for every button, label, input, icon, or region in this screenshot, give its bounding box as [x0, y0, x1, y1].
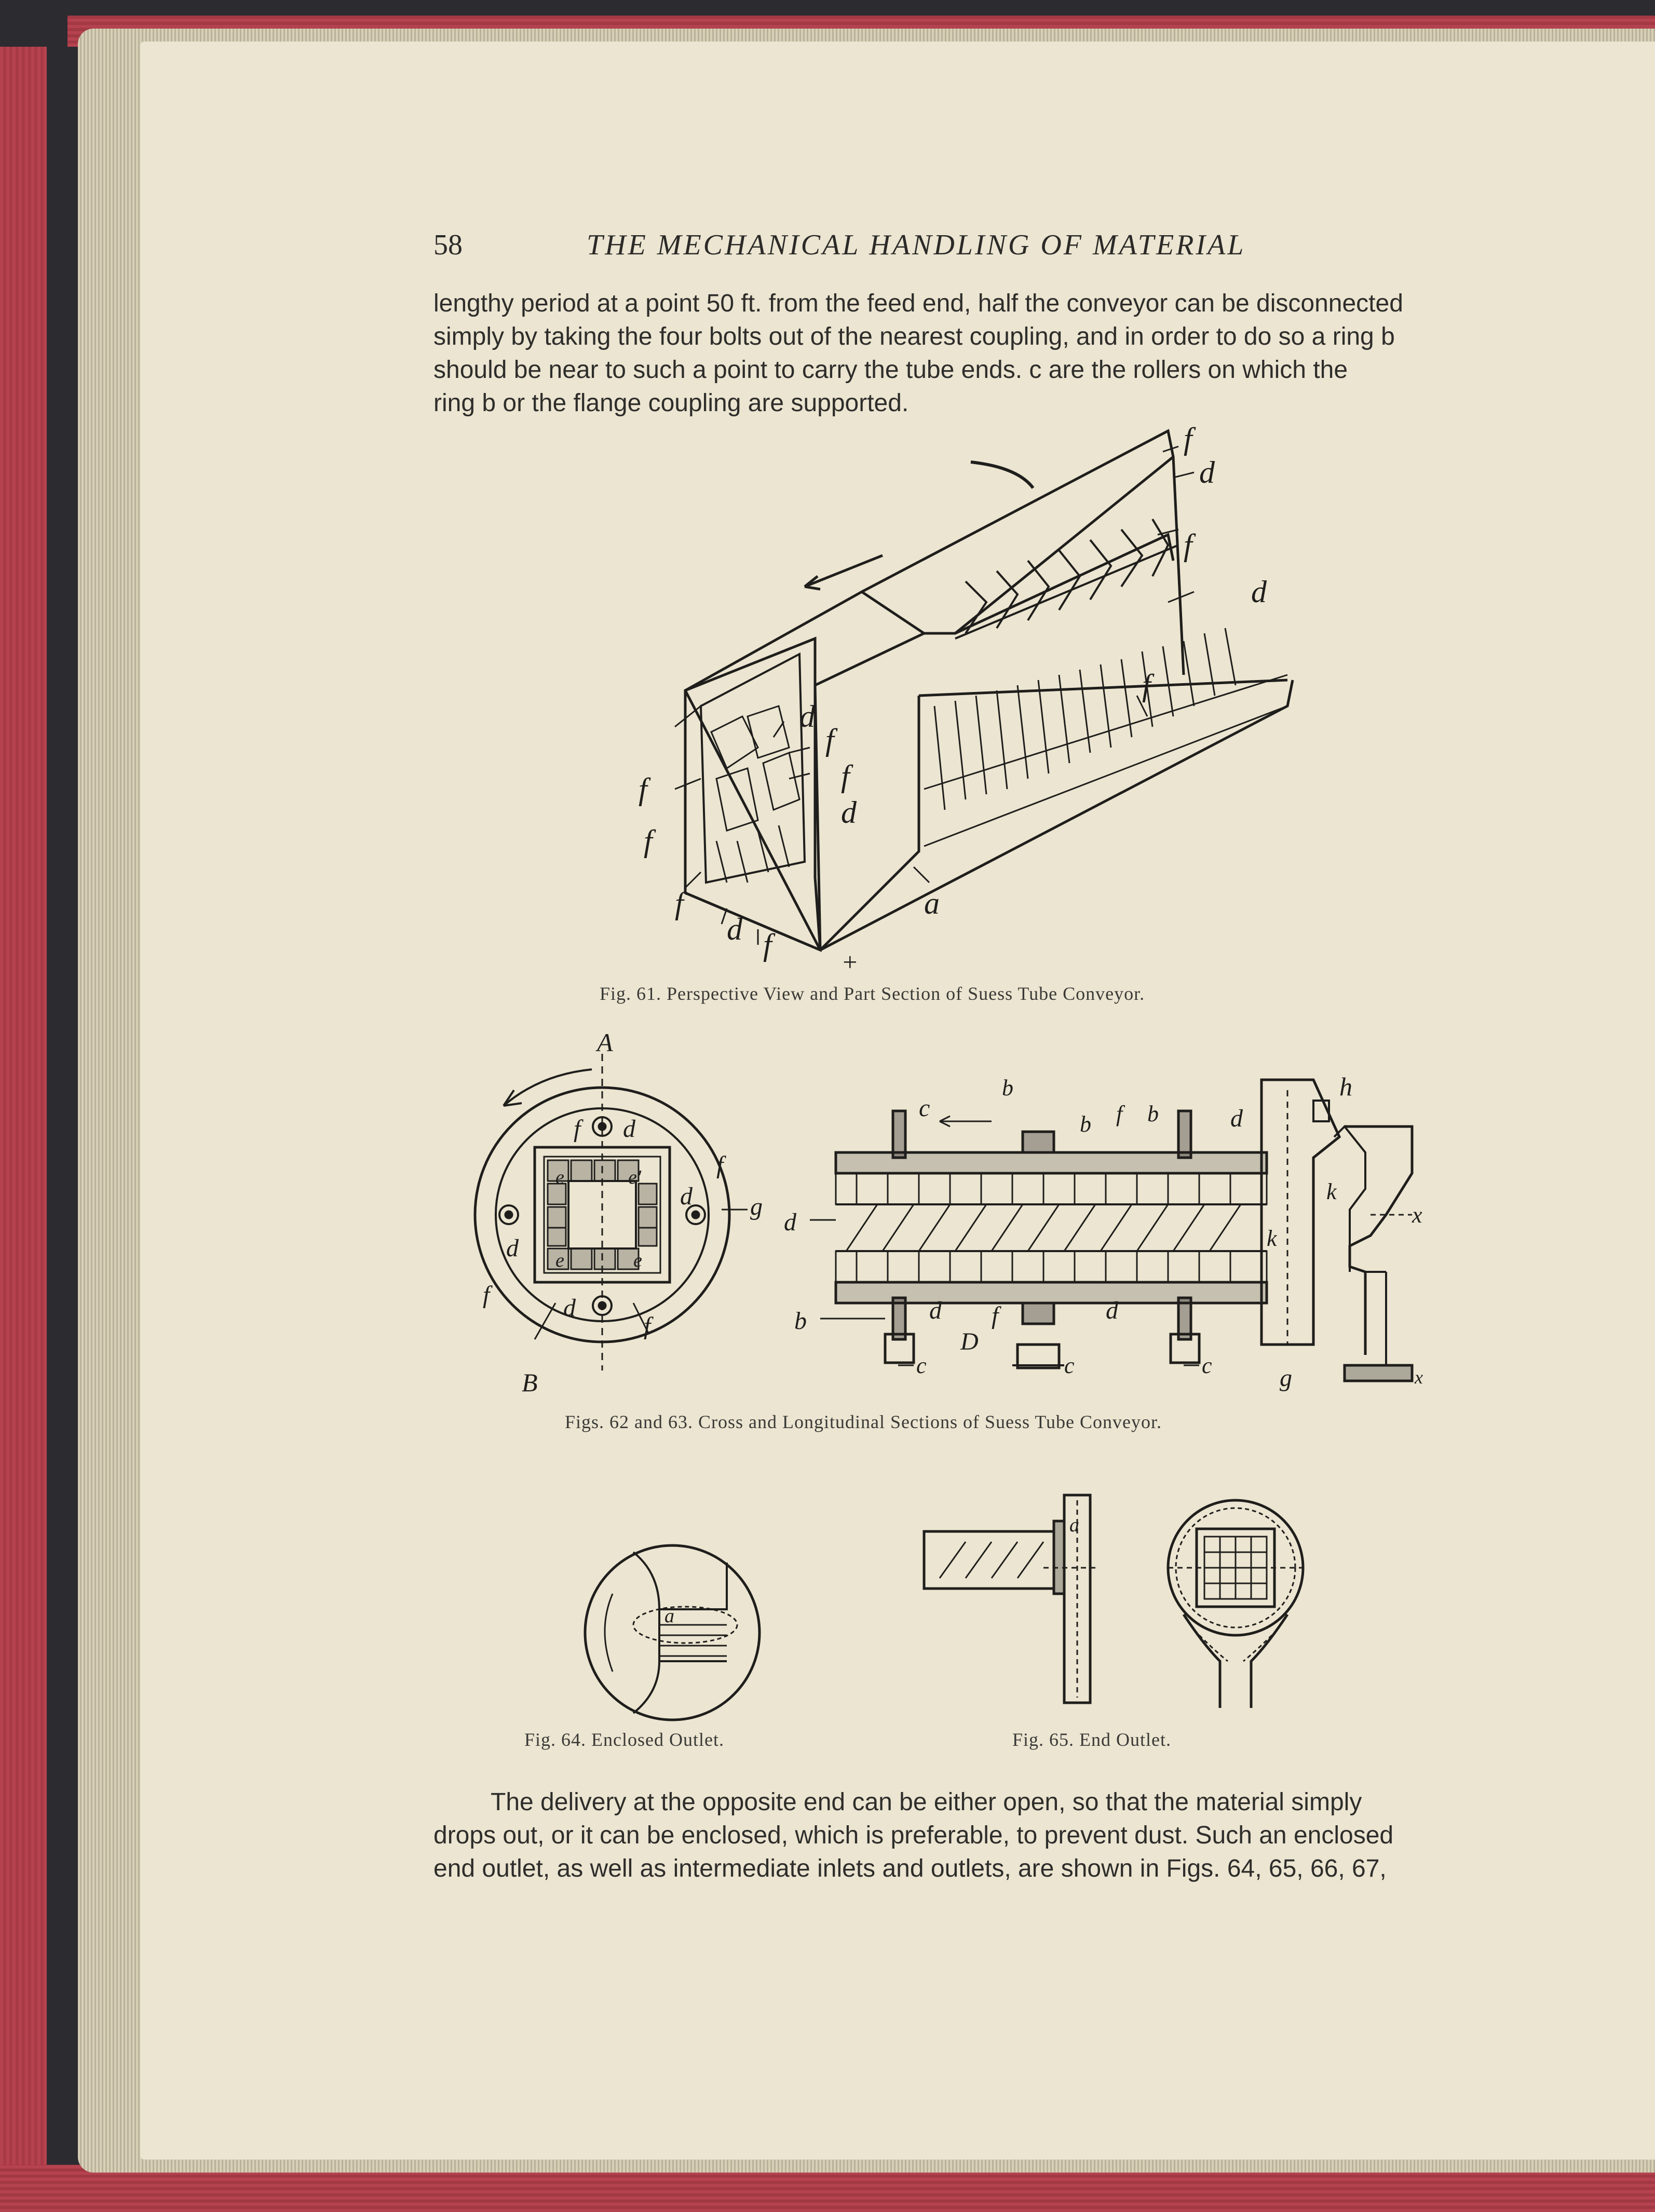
- fig65-label: a: [1069, 1514, 1079, 1536]
- fig63-label: b: [1002, 1075, 1013, 1101]
- fig63-label: b: [1080, 1111, 1091, 1137]
- fig63-label: d: [1106, 1297, 1118, 1324]
- fig63-label: g: [1280, 1364, 1292, 1392]
- fig62-label: e: [555, 1250, 564, 1271]
- text-line: simply by taking the four bolts out of the nearest coupling, and in order to do so a ring b: [433, 323, 1395, 350]
- fig-65-drawing: [924, 1490, 1339, 1713]
- fig62-label: e': [628, 1166, 641, 1188]
- fig63-label: f: [1116, 1101, 1123, 1127]
- fig62-label: f: [483, 1281, 490, 1309]
- fig63-label: c: [1202, 1353, 1212, 1378]
- text-line: lengthy period at a point 50 ft. from the feed end, half the conveyor can be disconnected: [433, 290, 1403, 317]
- fig61-label: f: [763, 928, 772, 962]
- fig63-label: c: [919, 1094, 930, 1122]
- page-number: 58: [433, 229, 463, 261]
- fig61-label: f: [675, 886, 684, 920]
- fig63-label: k: [1267, 1226, 1277, 1251]
- fig63-label: h: [1339, 1072, 1352, 1101]
- fig62-label: e: [555, 1166, 564, 1188]
- text-line: drops out, or it can be enclosed, which is preferable, to prevent dust. Such an enclosed: [433, 1822, 1394, 1849]
- fig64-label: a: [664, 1605, 674, 1627]
- fig62-label: d: [623, 1115, 635, 1143]
- fig63-label: c: [916, 1353, 927, 1378]
- fig61-label: a: [924, 886, 940, 920]
- fig62-label: f: [644, 1312, 651, 1340]
- fig62-label: d: [680, 1183, 693, 1210]
- fig61-label: d: [727, 912, 742, 946]
- fig63-label: d: [929, 1297, 942, 1324]
- fig63-label: d: [1230, 1105, 1243, 1132]
- fig62-label: g: [750, 1193, 763, 1220]
- fig62-label: A: [597, 1028, 613, 1057]
- fig62-label: d: [563, 1294, 576, 1322]
- fig61-label: d: [799, 699, 815, 734]
- fig-64-drawing: [581, 1542, 763, 1724]
- fig-61-drawing: [571, 415, 1350, 986]
- fig63-label: x: [1412, 1202, 1422, 1228]
- fig-64-caption: Fig. 64. Enclosed Outlet.: [524, 1729, 724, 1750]
- fig61-label: f: [825, 723, 834, 757]
- fig61-label: f: [841, 759, 850, 793]
- fig-65-caption: Fig. 65. End Outlet.: [1012, 1729, 1171, 1750]
- fig61-label: d: [1251, 575, 1267, 609]
- fig63-label: c: [1064, 1353, 1075, 1378]
- figs-62-63-caption: Figs. 62 and 63. Cross and Longitudinal Sections of Suess Tube Conveyor.: [565, 1412, 1162, 1432]
- fig61-label: d: [841, 795, 857, 830]
- fig63-label: b: [1147, 1101, 1159, 1127]
- fig63-label: x: [1415, 1367, 1423, 1388]
- fig62-label: f: [574, 1115, 581, 1143]
- text-line: ring b or the flange coupling are supported.: [433, 389, 909, 417]
- fig62-label: B: [522, 1368, 538, 1397]
- running-head: THE MECHANICAL HANDLING OF MATERIAL: [587, 229, 1246, 261]
- cover-cloth-spine: [0, 47, 47, 2212]
- fig61-label: f: [1184, 528, 1192, 562]
- fig63-label: k: [1326, 1179, 1337, 1204]
- fig63-label: b: [794, 1307, 807, 1335]
- fig62-label: e: [633, 1250, 642, 1271]
- fig61-label: d: [1199, 455, 1215, 490]
- fig-63-drawing: [774, 1072, 1464, 1396]
- fig63-label: d: [784, 1209, 796, 1236]
- fig61-label: f: [644, 824, 653, 858]
- fig61-label: +: [841, 947, 859, 976]
- fig63-label: D: [960, 1328, 979, 1355]
- fig-61-caption: Fig. 61. Perspective View and Part Section of Suess Tube Conveyor.: [600, 983, 1145, 1004]
- fig63-label: f: [992, 1302, 999, 1329]
- fig61-label: f: [1184, 422, 1192, 456]
- bottom-paragraph: [433, 1786, 1451, 1885]
- fig61-label: f: [639, 772, 647, 806]
- text-line: The delivery at the opposite end can be either open, so that the material simply: [491, 1788, 1362, 1816]
- text-line: should be near to such a point to carry the tube ends. c are the rollers on which the: [433, 356, 1348, 384]
- fig62-label: f: [716, 1151, 724, 1179]
- fig-62-drawing: [457, 1028, 763, 1397]
- fig62-label: d: [506, 1234, 519, 1262]
- text-line: end outlet, as well as intermediate inlets and outlets, are shown in Figs. 64, 65, 66, 67,: [433, 1855, 1387, 1882]
- top-paragraph: [433, 287, 1467, 420]
- fig61-label: f: [1142, 668, 1151, 702]
